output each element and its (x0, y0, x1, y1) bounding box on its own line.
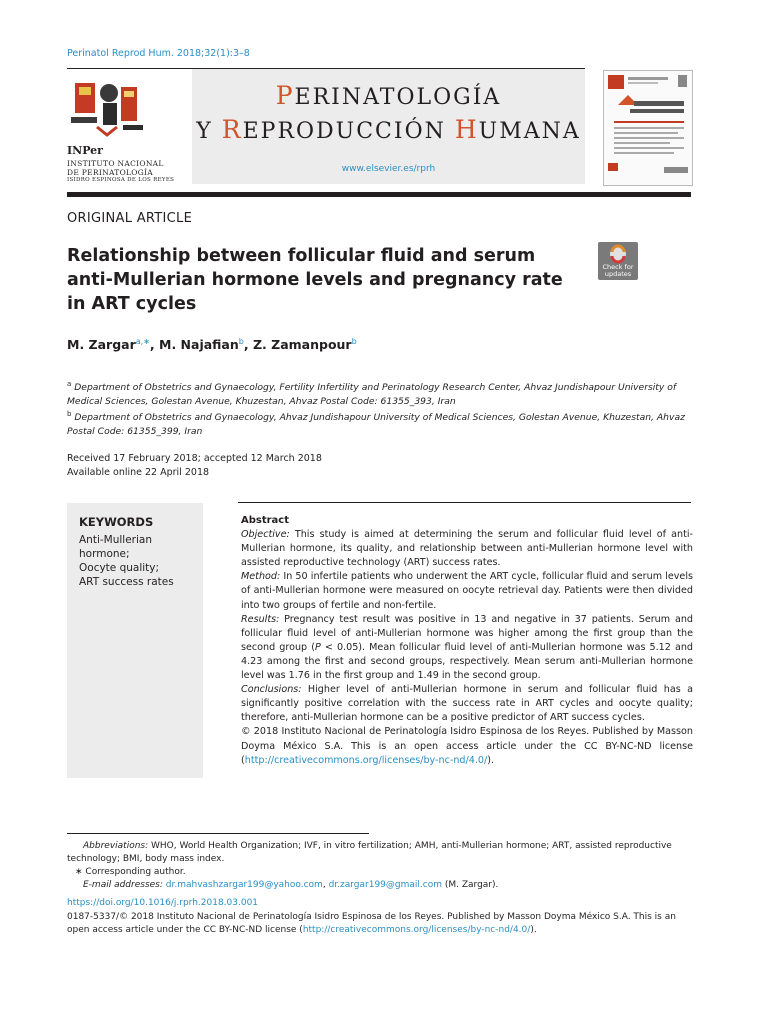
method-text: In 50 infertile patients who underwent the ART cycle, follicular fluid and serum levels of anti-Mullerian hormone were measured on oocyte retrieval day. Patients were then divided into two groups of fertile and non-fertile. (241, 571, 693, 611)
corresponding-mark: ∗ (75, 867, 83, 877)
author-separator: , (243, 337, 253, 353)
conclusions-label: Conclusions: (241, 684, 302, 696)
journal-title-line-2 (192, 115, 585, 144)
author-separator: , (149, 337, 160, 353)
email-owner: (M. Zargar). (441, 880, 499, 890)
author-name: Z. Zamanpour (252, 337, 352, 353)
article-dates (67, 452, 322, 480)
method-label: Method: (241, 571, 281, 583)
institute-line-1: INSTITUTO NACIONAL (67, 159, 164, 168)
journal-title-initial-h: H (454, 115, 479, 144)
abbreviations-footnote (67, 840, 693, 866)
email-link-2[interactable]: dr.zargar199@gmail.com (328, 880, 442, 890)
journal-title-initial-r: R (221, 115, 243, 144)
section-divider (67, 192, 691, 197)
journal-url-link[interactable]: www.elsevier.es/rprh (341, 164, 436, 174)
abstract-copyright (241, 725, 693, 767)
author-affiliation-mark[interactable]: a,∗ (135, 337, 150, 346)
affiliations (67, 378, 691, 438)
abstract-rule (238, 502, 691, 503)
keywords-heading: KEYWORDS (79, 515, 154, 529)
author-list (67, 337, 357, 352)
objective-label: Objective: (241, 529, 290, 541)
journal-title-humana: UMANA (478, 119, 581, 144)
check-for-updates-button[interactable] (598, 242, 638, 280)
email-link-1[interactable]: dr.mahvashzargar199@yahoo.com (165, 880, 323, 890)
journal-title-initial: P (275, 81, 295, 110)
inper-logo-icon (67, 77, 147, 137)
abstract-results (241, 613, 693, 683)
copyright-notice (67, 911, 693, 937)
inper-logo-text: INPer (67, 144, 103, 157)
keyword-item: Anti-Mullerian (79, 534, 152, 546)
abstract (241, 514, 693, 768)
results-text-b: < 0.05). Mean follicular fluid level of anti-Mullerian hormone was 5.12 and 4.23 among the first and second groups, respectively. Mean serum anti-Mullerian hormone level was 1.76 in the first group and 1.49 in the second group. (241, 641, 693, 682)
results-p: P (314, 641, 321, 653)
author-affiliation-mark[interactable]: b (351, 337, 357, 346)
check-for-updates-label-1: Check for (602, 263, 634, 271)
footnotes (67, 840, 693, 892)
affiliation-item (67, 408, 691, 438)
abstract-objective (241, 528, 693, 570)
copyright-text-b: ). (530, 925, 537, 935)
article-title: Relationship between follicular fluid and serum anti-Mullerian hormone levels and pregnancy rate in ART cycles (67, 246, 563, 314)
keyword-item: Oocyte quality; (79, 562, 160, 574)
journal-title-reproduccion: EPRODUCCIÓN (242, 119, 455, 144)
abbreviations-text: WHO, World Health Organization; IVF, in vitro fertilization; AMH, anti-Mullerian hormone; ART, assisted reproductive technology; BMI, body mass index. (67, 841, 672, 864)
journal-title-rest: ERINATOLOGÍA (294, 85, 502, 110)
affiliation-text: Department of Obstetrics and Gynaecology, Fertility Infertility and Perinatology Research Center, Ahvaz Jundishapour University of Medical Sciences, Golestan Avenue, Khuzestan, Ahvaz Postal Code: 61355_393, Iran (67, 382, 677, 407)
corresponding-footnote (67, 866, 693, 879)
copyright-text-b: ). (487, 754, 495, 766)
conclusions-text: Higher level of anti-Mullerian hormone in serum and follicular fluid has a significantly positive correlation with the success rate in ART cycles and oocyte quality; therefore, anti-Mullerian hormone can be a positive predictor of ART success cycles. (241, 684, 693, 724)
copyright-text-a: © 2018 Instituto Nacional de Perinatología Isidro Espinosa de los Reyes. Published by Masson Doyma México S.A. This is an open access article under the CC BY-NC-ND license ( (241, 726, 693, 766)
corresponding-text: Corresponding author. (85, 867, 186, 877)
institute-line-3: ISIDRO ESPINOSA DE LOS REYES (67, 177, 175, 183)
keyword-item: ART success rates (79, 576, 174, 588)
copyright-text-a: 0187-5337/© 2018 Instituto Nacional de Perinatología Isidro Espinosa de los Reyes. Published by Masson Doyma México S.A. This is an open access article under the CC BY-NC-ND license ( (67, 912, 676, 935)
affiliation-mark: a (67, 380, 72, 388)
keyword-item: hormone; (79, 548, 130, 560)
abbreviations-label: Abbreviations: (83, 841, 149, 851)
license-link[interactable]: http://creativecommons.org/licenses/by-nc-nd/4.0/ (302, 925, 531, 935)
journal-title-y: Y (196, 119, 222, 144)
affiliation-item (67, 378, 691, 408)
doi-link[interactable]: https://doi.org/10.1016/j.rprh.2018.03.001 (67, 898, 259, 908)
email-separator: , (322, 880, 329, 890)
abstract-conclusions (241, 683, 693, 725)
journal-title-line-1 (192, 81, 585, 110)
email-label: E-mail addresses: (83, 880, 163, 890)
received-date: Received 17 February 2018; accepted 12 March 2018 (67, 453, 322, 464)
journal-citation[interactable]: Perinatol Reprod Hum. 2018;32(1):3–8 (67, 48, 250, 59)
footnote-rule (67, 833, 369, 834)
institute-line-2: DE PERINATOLOGÍA (67, 168, 154, 177)
affiliation-mark: b (67, 410, 72, 419)
journal-banner (67, 69, 585, 184)
results-label: Results: (241, 613, 280, 625)
journal-cover-thumbnail (603, 70, 693, 186)
journal-masthead (192, 69, 585, 184)
author-name: M. Najafian (159, 337, 239, 353)
abstract-method (241, 570, 693, 612)
license-link[interactable]: http://creativecommons.org/licenses/by-nc-nd/4.0/ (244, 754, 488, 766)
abstract-heading: Abstract (241, 515, 290, 526)
author-affiliation-mark[interactable]: b (238, 337, 244, 346)
keywords-box (67, 503, 203, 778)
results-text-a: Pregnancy test result was positive in 13 and negative in 37 patients. Serum and follicular fluid level of anti-Mullerian hormone was higher among the first group than the second group ( (241, 613, 693, 653)
article-type: ORIGINAL ARTICLE (67, 211, 193, 226)
objective-text: This study is aimed at determining the serum and follicular fluid level of anti-Mullerian hormone, its quality, and relationship between anti-Mullerian hormone level with assisted reproductive technology (ART) success rates. (241, 529, 693, 569)
affiliation-text: Department of Obstetrics and Gynaecology, Ahvaz Jundishapour University of Medical Sciences, Golestan Avenue, Khuzestan, Ahvaz Postal Code: 61355_399, Iran (67, 412, 685, 437)
check-for-updates-label-2: updates (604, 270, 632, 278)
author-name: M. Zargar (67, 337, 136, 353)
email-footnote (67, 879, 693, 892)
available-online-date: Available online 22 April 2018 (67, 467, 210, 478)
